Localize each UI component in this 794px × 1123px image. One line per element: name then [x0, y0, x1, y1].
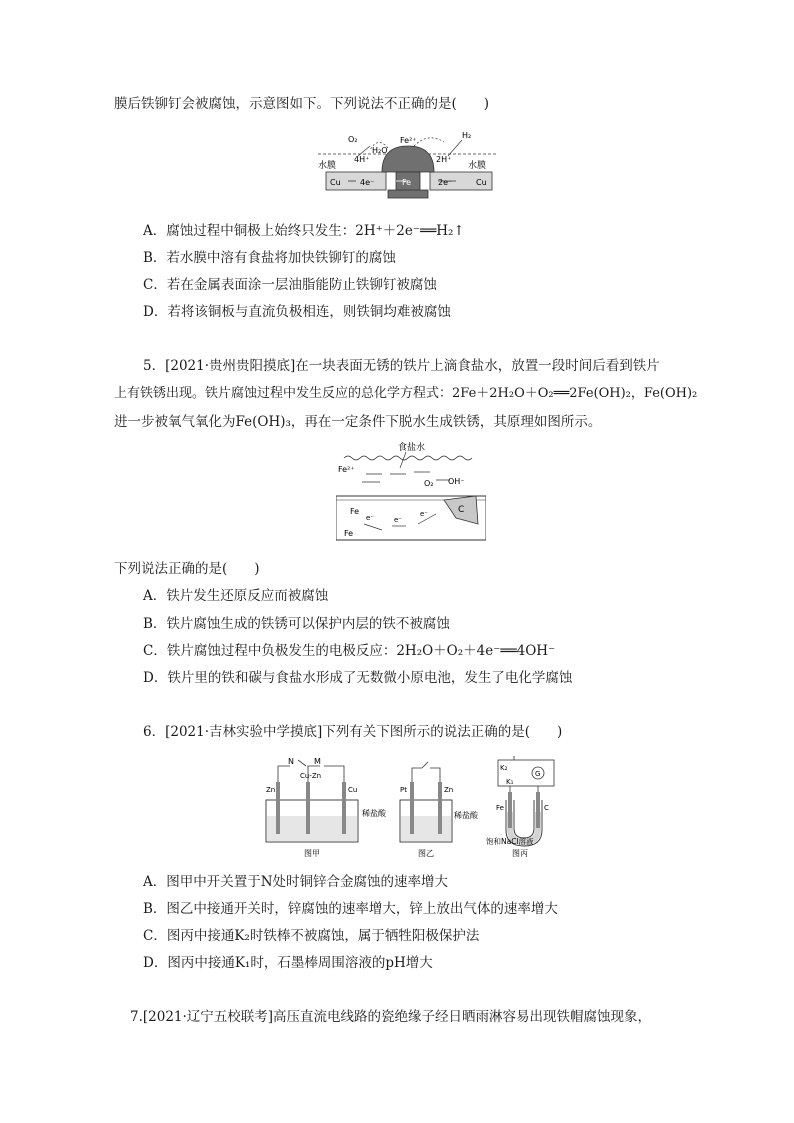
- q5-iron-figure: [336, 440, 486, 548]
- q6-option-a: A．图甲中开关置于N处时铜锌合金腐蚀的速率增大: [143, 874, 449, 890]
- q6-yi-acid: 稀盐酸: [454, 811, 478, 820]
- q4-option-b: B．若水膜中溶有食盐将加快铁铆钉的腐蚀: [143, 250, 396, 266]
- q5-stem-line-3: 进一步被氧气氧化为Fe(OH)₃，再在一定条件下脱水生成铁锈，其原理如图所示。: [114, 414, 602, 430]
- q5-fig-e3: e⁻: [420, 510, 429, 518]
- q6-yi-pt: Pt: [400, 786, 407, 794]
- q4-option-c: C．若在金属表面涂一层油脂能防止铁铆钉被腐蚀: [143, 277, 437, 293]
- q5-stem-line-1: 5．[2021·贵州贵阳摸底]在一块表面无锈的铁片上滴食盐水，放置一段时间后看到铁片: [143, 358, 660, 374]
- q5-fig-fe-bottom: Fe: [344, 529, 354, 538]
- q5-fig-salt: 食盐水: [398, 443, 426, 453]
- q4-fig-o2: O₂: [348, 135, 358, 144]
- q4-fig-4h: 4H⁺: [354, 155, 370, 164]
- q6-yi-caption: 图乙: [418, 849, 434, 858]
- q6-bing-k2: K₂: [500, 764, 508, 772]
- q6-bing-caption: 图丙: [512, 849, 528, 858]
- q5-option-a: A．铁片发生还原反应而被腐蚀: [143, 588, 329, 604]
- q5-stem-line-2: 上有铁锈出现。铁片腐蚀过程中发生反应的总化学方程式：2Fe＋2H₂O＋O₂══2Fe(OH)₂，Fe(OH)₂: [114, 386, 698, 401]
- q5-option-d: D．铁片里的铁和碳与食盐水形成了无数微小原电池，发生了电化学腐蚀: [143, 670, 573, 686]
- q6-bing-c: C: [544, 804, 549, 812]
- q4-fig-cu-left: Cu: [330, 178, 341, 187]
- q4-fig-water-left: 水膜: [318, 161, 337, 171]
- q4-fig-fe: Fe: [402, 178, 412, 187]
- q4-fig-cu-right: Cu: [476, 178, 487, 187]
- q6-jia-cuzn: Cu-Zn: [300, 772, 322, 780]
- q6-jia-zn: Zn: [266, 786, 276, 794]
- q6-cell-figures: [262, 756, 562, 862]
- q6-jia-m: M: [314, 757, 321, 766]
- q4-fig-2h: 2H⁺: [436, 155, 452, 164]
- q6-jia-acid: 稀盐酸: [362, 809, 386, 818]
- q4-fig-2e: 2e⁻: [438, 178, 453, 187]
- q5-fig-c: C: [458, 505, 465, 515]
- q5-option-c: C．铁片腐蚀过程中负极发生的电极反应：2H₂O＋O₂＋4e⁻══4OH⁻: [143, 643, 556, 659]
- q4-stem-tail: 膜后铁铆钉会被腐蚀，示意图如下。下列说法不正确的是( ): [114, 96, 490, 112]
- q5-fig-o2: O₂: [424, 479, 434, 488]
- q4-fig-h2o: H₂O: [372, 146, 388, 155]
- q6-option-b: B．图乙中接通开关时，锌腐蚀的速率增大，锌上放出气体的速率增大: [143, 901, 558, 917]
- q5-fig-oh: OH⁻: [448, 477, 465, 486]
- q5-question: 下列说法正确的是( ): [114, 561, 260, 577]
- q5-fig-e1: e⁻: [366, 514, 375, 522]
- q6-jia-caption: 图甲: [304, 849, 320, 858]
- q6-bing-k1: K₁: [506, 778, 514, 786]
- q6-bing-solution: 饱和NaCl溶液: [486, 837, 534, 846]
- q6-jia-cu: Cu: [348, 786, 358, 794]
- q4-rivet-figure: [318, 128, 498, 210]
- q4-fig-fe2: Fe²⁺: [400, 136, 417, 145]
- q7-stem: 7.[2021·辽宁五校联考]高压直流电线路的瓷绝缘子经日晒雨淋容易出现铁帽腐蚀现象，: [130, 1009, 652, 1025]
- q6-bing-fe: Fe: [496, 804, 504, 812]
- q5-option-b: B．铁片腐蚀生成的铁锈可以保护内层的铁不被腐蚀: [143, 616, 450, 632]
- q5-fig-e2: e⁻: [394, 516, 403, 524]
- q6-jia-n: N: [288, 757, 294, 766]
- q6-bing-g: G: [535, 770, 541, 778]
- q6-yi-zn: Zn: [444, 786, 454, 794]
- q4-option-d: D．若将该铜板与直流负极相连，则铁铜均难被腐蚀: [143, 304, 451, 320]
- q5-fig-fe-top: Fe: [350, 507, 360, 516]
- q6-stem: 6．[2021·吉林实验中学摸底]下列有关下图所示的说法正确的是( ): [143, 724, 563, 740]
- q6-option-c: C．图丙中接通K₂时铁棒不被腐蚀，属于牺牲阳极保护法: [143, 928, 480, 944]
- q4-fig-water-right: 水膜: [468, 161, 487, 171]
- q4-fig-4e: 4e⁻: [360, 178, 375, 187]
- q4-fig-h2: H₂: [462, 131, 472, 140]
- q5-fig-fe2: Fe²⁺: [338, 465, 355, 474]
- q6-option-d: D．图丙中接通K₁时，石墨棒周围溶液的pH增大: [143, 955, 433, 971]
- q4-option-a: A．腐蚀过程中铜极上始终只发生：2H⁺＋2e⁻══H₂↑: [143, 223, 465, 239]
